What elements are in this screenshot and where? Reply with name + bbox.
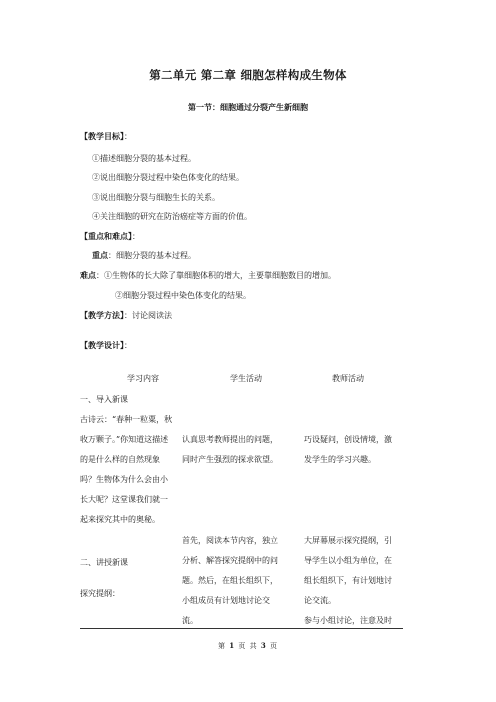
content-line: 的是什么样的自然现象 bbox=[80, 455, 160, 464]
page-footer: 第 1 页 共 3 页 bbox=[218, 641, 278, 650]
document-title: 第二单元 第二章 细胞怎样构成生物体 bbox=[149, 68, 347, 82]
keypoints-heading: 【重点和难点】： bbox=[80, 231, 140, 241]
header-learning-content: 学习内容 bbox=[127, 374, 159, 383]
teacher-activity-line: 发学生的学习兴趣。 bbox=[304, 455, 376, 464]
student-activity-line: 小组成员有计划地讨论交 bbox=[182, 596, 270, 605]
teacher-activity-line: 导学生以小组为单位，在 bbox=[304, 556, 392, 565]
content-line: 吗？生物体为什么会由小 bbox=[80, 475, 168, 484]
goal-item-2: ②说出细胞分裂过程中染色体变化的结果。 bbox=[92, 173, 244, 182]
student-activity-line: 认真思考教师提出的问题， bbox=[182, 435, 278, 444]
teacher-activity-line: 参与小组讨论，注意及时 bbox=[304, 616, 392, 625]
goal-item-1: ①描述细胞分裂的基本过程。 bbox=[92, 154, 196, 163]
design-heading: 【教学设计】： bbox=[80, 340, 132, 350]
goal-item-3: ③说出细胞分裂与细胞生长的关系。 bbox=[92, 193, 220, 202]
teacher-activity-line: 巧设疑问，创设情境，激 bbox=[304, 435, 392, 444]
content-line: 探究提纲： bbox=[80, 589, 120, 598]
teacher-activity-line: 组长组织下，有计划地讨 bbox=[304, 576, 392, 585]
difficulty-line: 难点：①生物体的长大除了靠细胞体积的增大，主要靠细胞数目的增加。 bbox=[80, 270, 336, 280]
page-divider bbox=[80, 628, 403, 629]
method-heading: 【教学方法】：讨论阅读法 bbox=[80, 310, 172, 320]
content-line: 收万颗子。”你知道这描述 bbox=[80, 435, 169, 444]
content-line: 二、讲授新课 bbox=[80, 558, 128, 567]
goals-heading: 【教学目标】： bbox=[80, 131, 132, 141]
current-page-number: 1 bbox=[229, 641, 236, 650]
student-activity-line: 分析、解答探究提纲中的问 bbox=[182, 556, 278, 565]
teacher-activity-line: 大屏幕展示探究提纲，引 bbox=[304, 536, 392, 545]
difficulty-line-2: ②细胞分裂过程中染色体变化的结果。 bbox=[115, 291, 251, 300]
section-subtitle: 第一节：细胞通过分裂产生新细胞 bbox=[188, 102, 308, 112]
content-line: 长大呢？这堂课我们就一 bbox=[80, 495, 168, 504]
student-activity-line: 同时产生强烈的探求欲望。 bbox=[182, 455, 278, 464]
goal-item-4: ④关注细胞的研究在防治癌症等方面的价值。 bbox=[92, 212, 252, 221]
content-line: 古诗云：“春种一粒粟，秋 bbox=[80, 415, 173, 424]
header-student-activity: 学生活动 bbox=[230, 374, 262, 383]
content-line: 起来探究其中的奥秘。 bbox=[80, 515, 160, 524]
header-teacher-activity: 教师活动 bbox=[332, 374, 364, 383]
student-activity-line: 首先，阅读本节内容，独立 bbox=[182, 536, 278, 545]
teacher-activity-line: 论交流。 bbox=[304, 596, 336, 605]
student-activity-line: 题。然后，在组长组织下， bbox=[182, 576, 278, 585]
total-page-number: 3 bbox=[260, 641, 267, 650]
student-activity-line: 流。 bbox=[182, 616, 198, 625]
content-line: 一、导入新课 bbox=[80, 395, 128, 404]
focus-line: 重点：细胞分裂的基本过程。 bbox=[92, 250, 196, 260]
